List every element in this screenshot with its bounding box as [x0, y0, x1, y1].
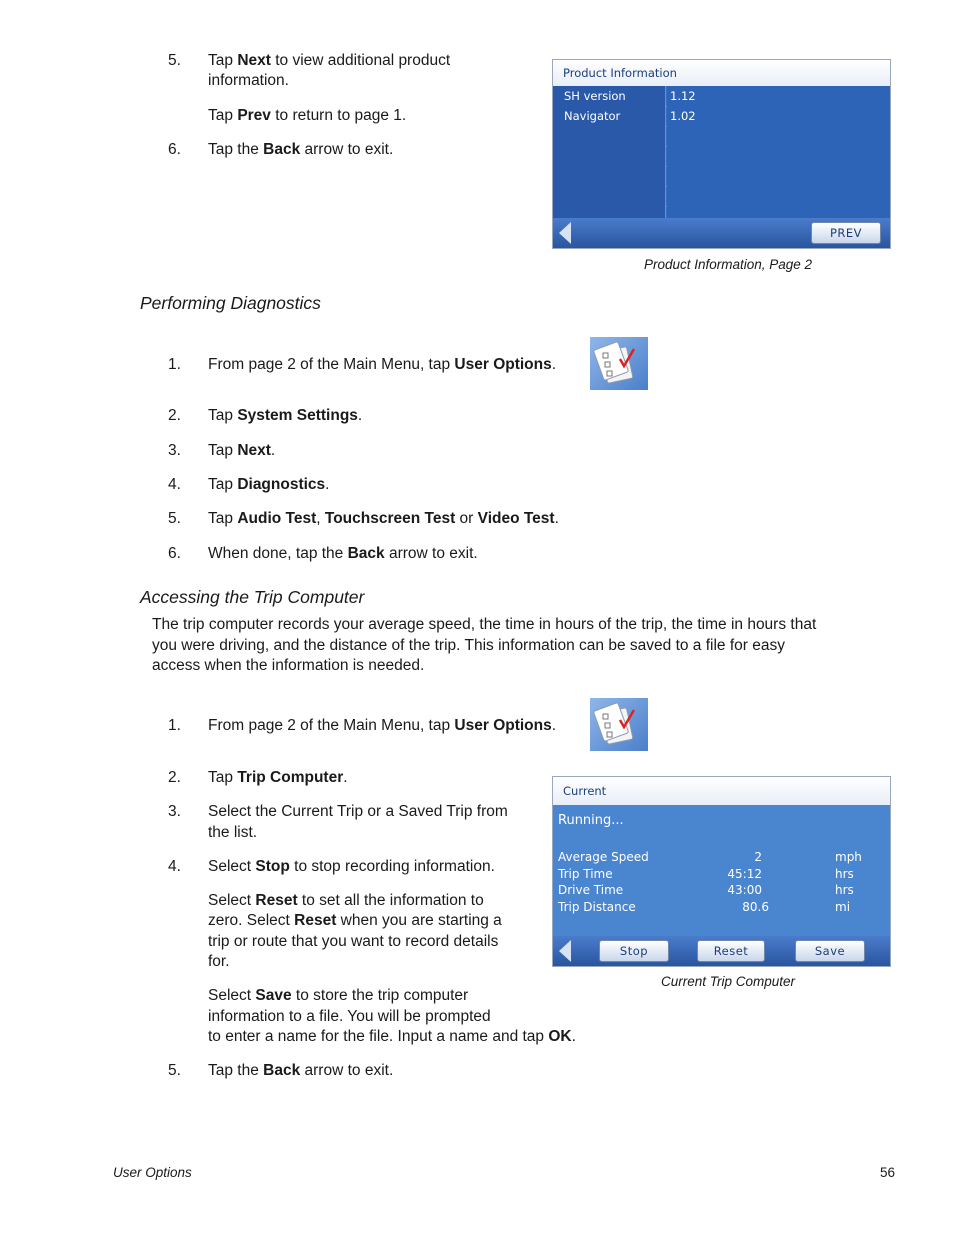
product-info-caption: Product Information, Page 2: [643, 257, 813, 272]
page-number: 56: [880, 1165, 896, 1180]
product-info-screenshot: [552, 59, 891, 249]
trip-heading: Accessing the Trip Computer: [140, 587, 365, 607]
trip-panel-footer: [553, 936, 890, 966]
prev-button[interactable]: PREV: [811, 222, 881, 244]
trip-intro: The trip computer records your average speed, the time in hours of the trip, the time in hours that you were driving, and the distance of the trip. This information can be saved to a file for easy access when the information is needed.: [152, 616, 817, 674]
back-arrow-icon[interactable]: [559, 222, 571, 244]
info-row: SH version 1.12: [553, 86, 890, 107]
save-button[interactable]: Save: [795, 940, 865, 962]
product-info-footer: [553, 218, 890, 248]
trip-row-drive-time: Drive Time 43:00 hrs: [558, 883, 854, 897]
back-arrow-icon[interactable]: [559, 940, 571, 962]
trip-row-trip-distance: Trip Distance 80.6 mi: [558, 900, 851, 914]
trip-panel-body: [553, 805, 890, 936]
info-row: Navigator 1.02: [553, 106, 890, 127]
reset-button[interactable]: Reset: [697, 940, 765, 962]
info-row: [553, 126, 890, 147]
product-info-header: Product Information: [553, 60, 890, 86]
trip-row-trip-time: Trip Time 45:12 hrs: [558, 867, 854, 881]
user-options-icon: [590, 337, 648, 390]
diagnostics-heading: Performing Diagnostics: [140, 293, 321, 313]
trip-row-average-speed: Average Speed 2 mph: [558, 850, 862, 864]
trip-panel-header: Current: [553, 777, 890, 805]
stop-button[interactable]: Stop: [599, 940, 669, 962]
footer-section: User Options: [113, 1165, 192, 1180]
info-row: [553, 146, 890, 167]
user-options-icon: [590, 698, 648, 751]
trip-computer-screenshot: [552, 776, 891, 967]
info-row: [553, 206, 890, 218]
trip-computer-caption: Current Trip Computer: [660, 974, 796, 989]
trip-status: Running...: [558, 813, 624, 828]
info-row: [553, 166, 890, 187]
info-row: [553, 186, 890, 207]
